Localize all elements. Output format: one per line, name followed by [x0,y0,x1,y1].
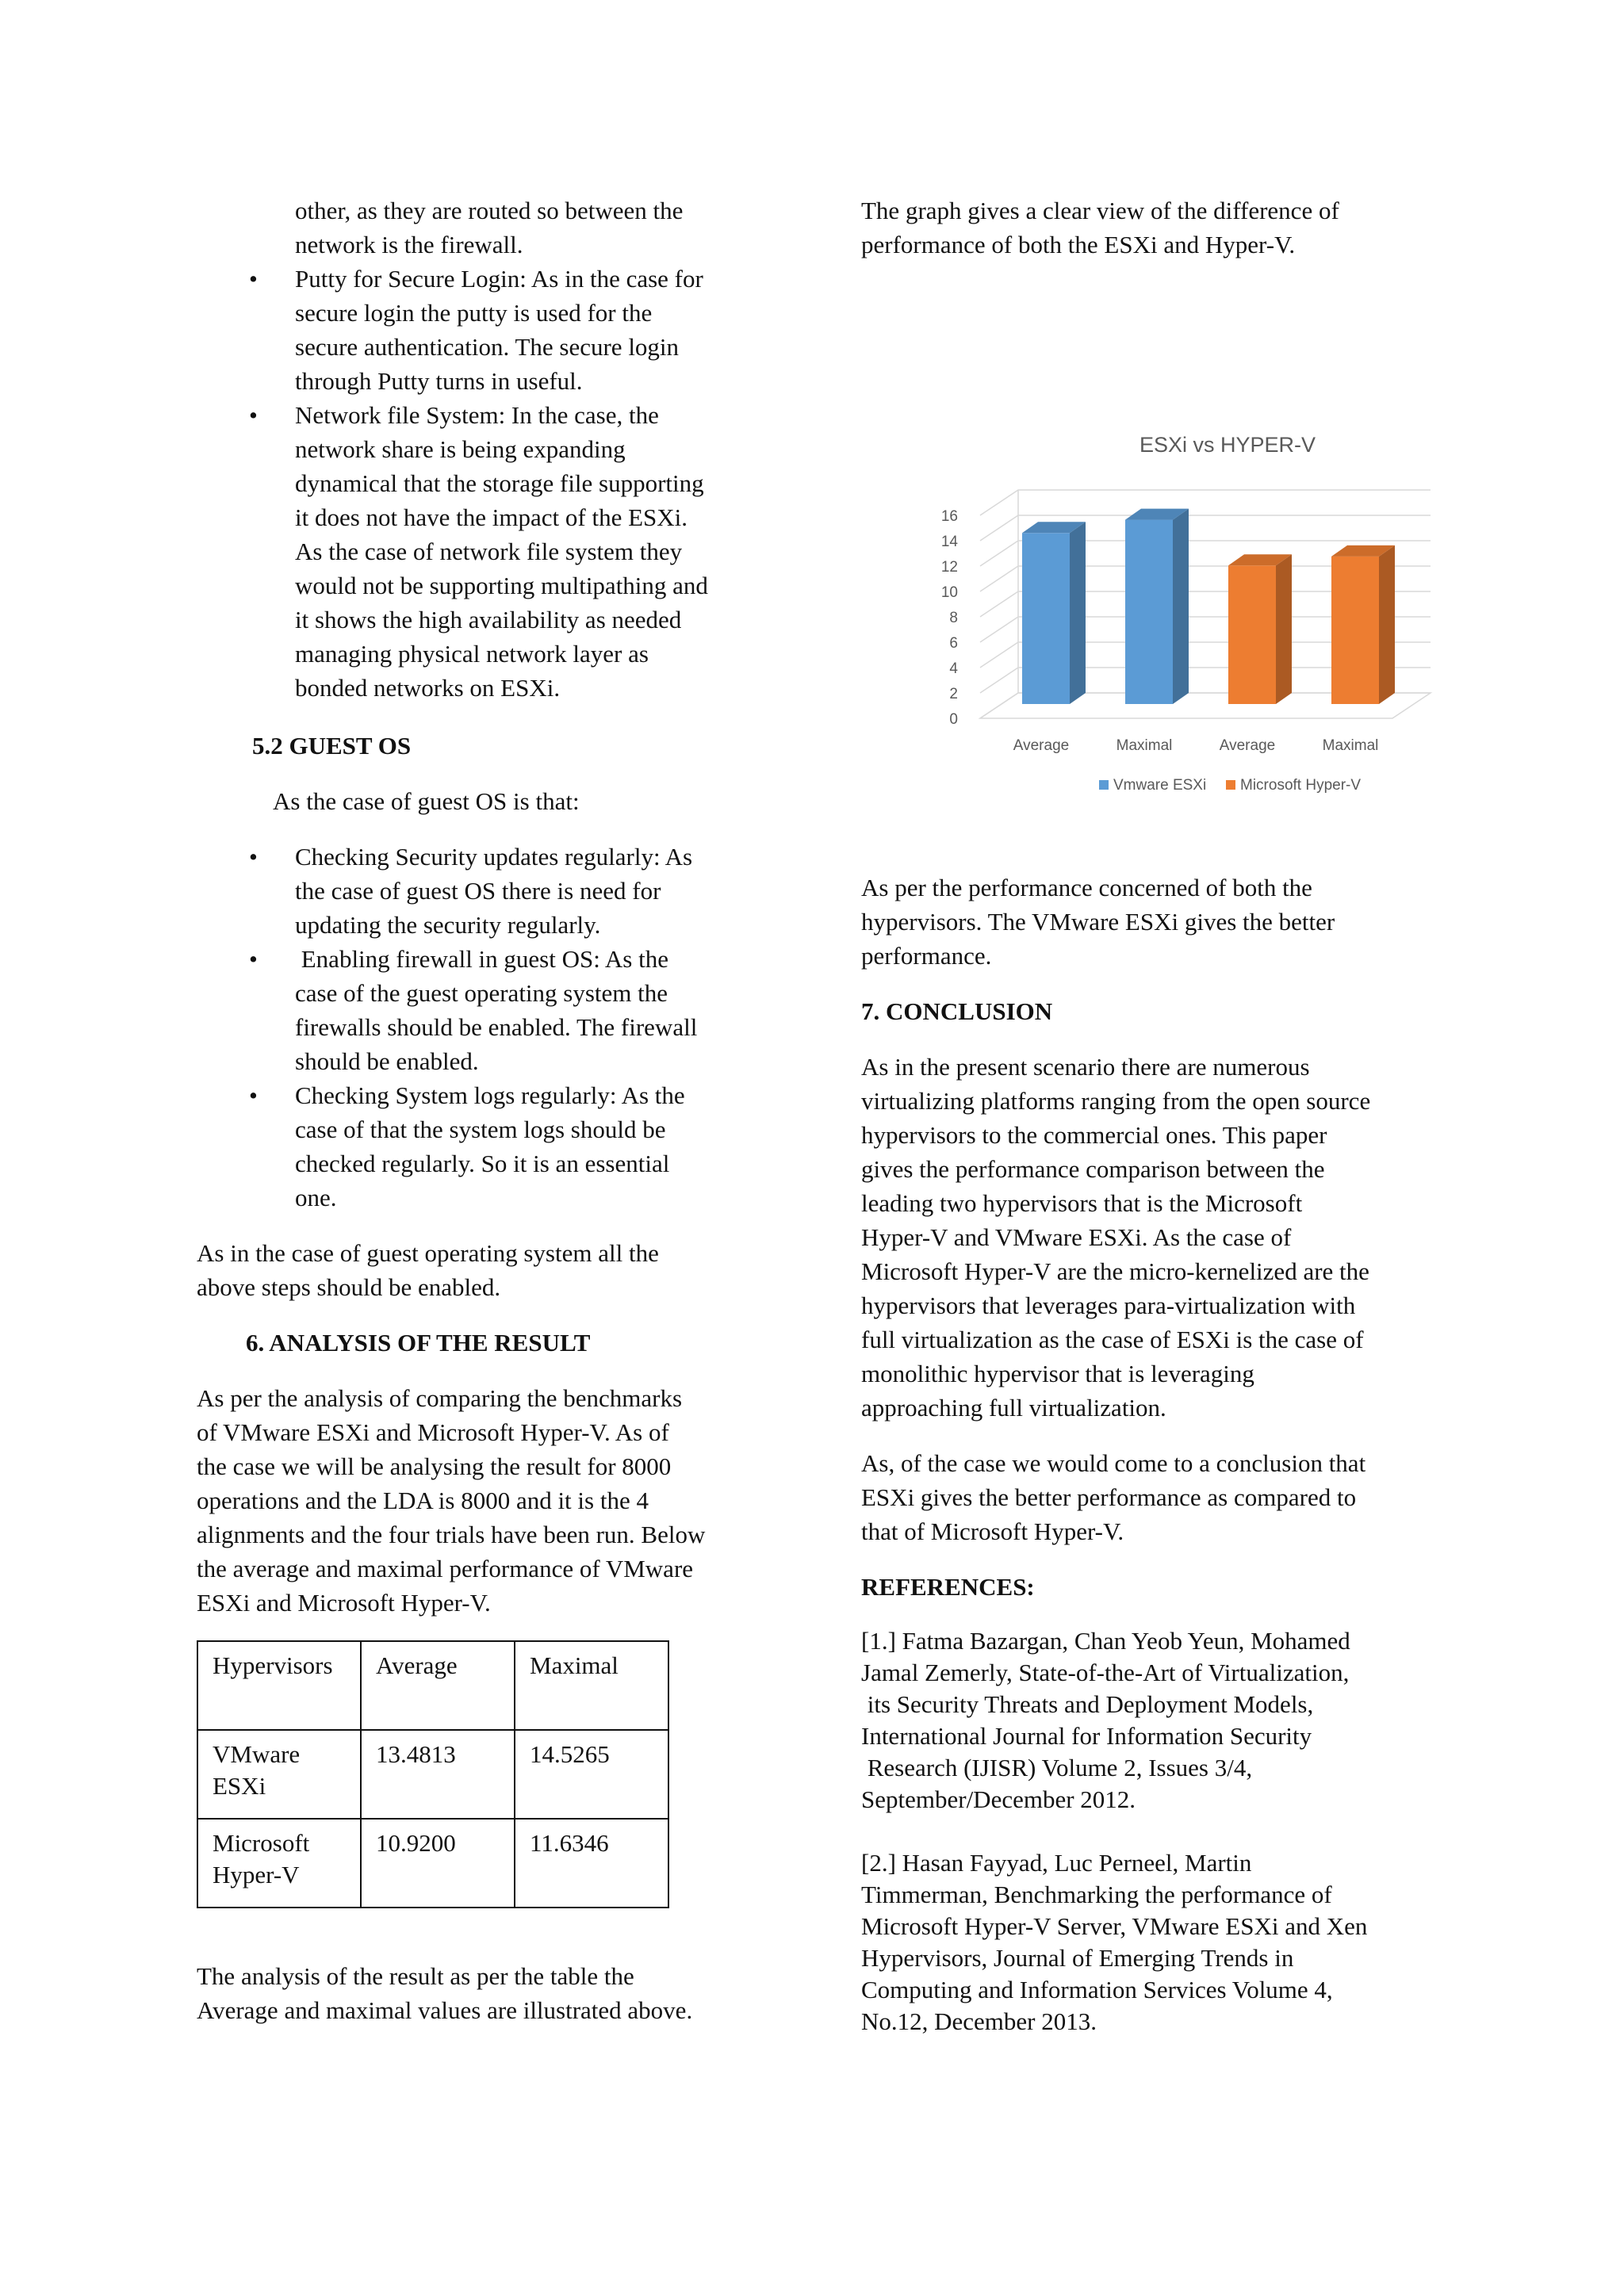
right-column [861,193,1440,2038]
list-item-line: network share is being expanding [295,435,626,463]
list-item-line: Checking Security updates regularly: As [295,843,693,871]
text-line: Timmerman, Benchmarking the performance of [861,1881,1332,1908]
bar-front [1022,533,1070,704]
list-item-line: firewalls should be enabled. The firewall [295,1013,698,1041]
list-item-line: checked regularly. So it is an essential [295,1150,670,1177]
text-line: As per the analysis of comparing the benchmarks [197,1384,683,1412]
x-tick-label: Average [1013,737,1070,754]
table-cell-hypervisor [197,1819,361,1908]
text-line: As per the performance concerned of both the [861,874,1312,901]
list-item-line: case of the guest operating system the [295,979,668,1007]
bar-side [1276,554,1292,704]
text-line: Hypervisors, Journal of Emerging Trends in [861,1944,1294,1972]
text-line: its Security Threats and Deployment Models, [861,1690,1314,1718]
text-line: As in the case of guest operating system all the [197,1239,659,1267]
text-line: that of Microsoft Hyper-V. [861,1517,1124,1545]
text-line: alignments and the four trials have been run. Below [197,1521,706,1548]
list-item-line: dynamical that the storage file supporting [295,469,704,497]
list-item-line: secure login the putty is used for the [295,299,653,327]
list-item [197,1078,768,1215]
text-line: the case we will be analysing the result for 8000 [197,1452,672,1480]
results-table [197,1640,669,1908]
bullet-list-guest-os [197,840,768,1215]
y-tick-label: 16 [940,508,958,525]
list-item [197,398,768,705]
table-row [197,1730,668,1819]
section-6-title: 6. ANALYSIS OF THE RESULT [246,1329,591,1357]
text-line: ESXi and Microsoft Hyper-V. [197,1589,491,1617]
table-header-cell: Average [361,1641,515,1730]
after-table-paragraph [197,1959,768,2027]
legend-label: Microsoft Hyper-V [1240,777,1362,794]
text-line: Research (IJISR) Volume 2, Issues 3/4, [861,1754,1253,1781]
text-line: [1.] Fatma Bazargan, Chan Yeob Yeun, Mohamed [861,1627,1350,1655]
list-item-line: one. [295,1184,337,1211]
list-item-line: Putty for Secure Login: As in the case for [295,265,703,293]
section-5-2-intro: As the case of guest OS is that: [273,787,580,815]
y-tick-label: 12 [940,559,958,576]
text-line: Microsoft Hyper-V are the micro-kernelized are the [861,1257,1369,1285]
references-title: REFERENCES: [861,1573,1035,1601]
table-cell-maximal: 14.5265 [515,1730,668,1819]
conclusion-paragraph-1 [861,1050,1440,1425]
list-item-line: Enabling firewall in guest OS: As the [295,945,668,973]
text-line: above steps should be enabled. [197,1273,501,1301]
list-item-line: updating the security regularly. [295,911,601,939]
reference-1 [861,1625,1440,1816]
bar-front [1228,565,1276,704]
table-header-cell: Hypervisors [197,1641,361,1730]
text-line: the average and maximal performance of VMware [197,1555,694,1582]
y-tick-label: 10 [940,584,958,601]
text-line: other, as they are routed so between the [295,197,684,224]
y-tick-label: 4 [949,660,958,677]
text-line: virtualizing platforms ranging from the open source [861,1087,1371,1115]
list-item-line: bonded networks on ESXi. [295,674,561,702]
text-line: September/December 2012. [861,1785,1136,1813]
x-tick-label: Average [1219,737,1276,754]
text-line: International Journal for Information Security [861,1722,1312,1750]
conclusion-paragraph-2 [861,1446,1440,1548]
text-line: gives the performance comparison between the [861,1155,1325,1183]
list-item-line: case of that the system logs should be [295,1115,666,1143]
text-line: of VMware ESXi and Microsoft Hyper-V. As of [197,1418,669,1446]
bar-front [1331,557,1379,704]
text-line: ESXi gives the better performance as compared to [861,1483,1357,1511]
list-item-line: would not be supporting multipathing and [295,572,708,599]
text-line: Computing and Information Services Volume 4, [861,1976,1333,2003]
list-item [197,942,768,1078]
cell-line: Microsoft [213,1829,310,1857]
list-item-line: it shows the high availability as needed [295,606,682,633]
text-line: monolithic hypervisor that is leveraging [861,1360,1254,1387]
y-tick-label: 14 [940,534,958,550]
text-line: hypervisors to the commercial ones. This paper [861,1121,1327,1149]
text-line: full virtualization as the case of ESXi is the case of [861,1326,1364,1353]
table-row [197,1819,668,1908]
text-line: approaching full virtualization. [861,1394,1166,1422]
text-line: performance. [861,942,992,970]
after-chart-paragraph [861,871,1440,973]
text-line: hypervisors. The VMware ESXi gives the better [861,908,1335,936]
table-header-row [197,1641,668,1730]
cell-line: Hyper-V [213,1861,300,1888]
text-line: leading two hypervisors that is the Microsoft [861,1189,1303,1217]
x-tick-label: Maximal [1116,737,1173,754]
y-tick-label: 6 [949,635,958,652]
cell-line: ESXi [213,1772,266,1800]
list-item-line: Checking System logs regularly: As the [295,1081,685,1109]
text-line: Microsoft Hyper-V Server, VMware ESXi and Xen [861,1912,1368,1940]
text-line: [2.] Hasan Fayyad, Luc Perneel, Martin [861,1849,1252,1877]
text-line: As in the present scenario there are numerous [861,1053,1310,1081]
list-item-line: Network file System: In the case, the [295,401,659,429]
table-header-cell: Maximal [515,1641,668,1730]
text-line: performance of both the ESXi and Hyper-V. [861,231,1296,258]
x-tick-label: Maximal [1322,737,1379,754]
gridline [980,490,1431,515]
text-line: Hyper-V and VMware ESXi. As the case of [861,1223,1292,1251]
text-line: operations and the LDA is 8000 and it is the 4 [197,1487,649,1514]
continuation-text [197,193,768,262]
list-item-line: through Putty turns in useful. [295,367,583,395]
table-cell-average: 13.4813 [361,1730,515,1819]
y-tick-label: 8 [949,610,958,626]
reference-2 [861,1847,1440,2038]
list-item-line: As the case of network file system they [295,538,683,565]
section-7-title: 7. CONCLUSION [861,997,1053,1025]
text-line: Jamal Zemerly, State-of-the-Art of Virtualization, [861,1659,1350,1686]
list-item-line: should be enabled. [295,1047,479,1075]
text-line: As, of the case we would come to a conclusion that [861,1449,1366,1477]
cell-line: VMware [213,1740,301,1768]
bullet-list-network [197,262,768,705]
bar-front [1125,520,1173,704]
text-line: network is the firewall. [295,231,523,258]
graph-intro-paragraph [861,193,1440,262]
list-item-line: managing physical network layer as [295,640,649,668]
table-cell-hypervisor [197,1730,361,1819]
legend-swatch [1099,780,1109,790]
list-item [197,840,768,942]
list-item-line: it does not have the impact of the ESXi. [295,503,688,531]
list-item-line: secure authentication. The secure login [295,333,680,361]
list-item [197,262,768,398]
bar-side [1379,545,1395,704]
text-line: The graph gives a clear view of the difference of [861,197,1339,224]
section-6-paragraph [197,1381,768,1620]
legend-label: Vmware ESXi [1113,777,1207,794]
left-column [197,193,768,2027]
table-cell-maximal: 11.6346 [515,1819,668,1908]
text-line: Average and maximal values are illustrated above. [197,1996,693,2024]
y-tick-label: 2 [949,686,958,702]
table-cell-average: 10.9200 [361,1819,515,1908]
bar-side [1173,509,1189,704]
bar-chart [861,270,1440,809]
text-line: No.12, December 2013. [861,2007,1097,2035]
text-line: The analysis of the result as per the table the [197,1962,634,1990]
bar-side [1070,522,1086,704]
chart-title: ESXi vs HYPER-V [1139,433,1316,457]
y-tick-label: 0 [949,711,958,728]
legend-swatch [1226,780,1235,790]
list-item-line: the case of guest OS there is need for [295,877,661,905]
guest-os-paragraph [197,1236,768,1304]
section-5-2-title: 5.2 GUEST OS [252,732,412,760]
text-line: hypervisors that leverages para-virtualization with [861,1292,1356,1319]
